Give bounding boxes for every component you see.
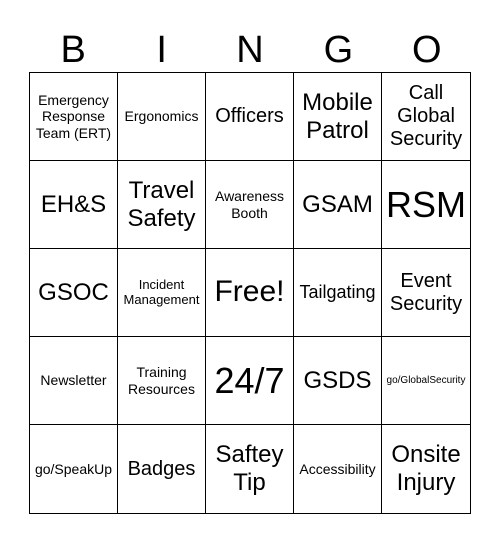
bingo-cell[interactable]: GSOC (30, 249, 118, 337)
bingo-cell[interactable]: Ergonomics (118, 73, 206, 161)
bingo-cell[interactable]: Call Global Security (382, 73, 470, 161)
bingo-cell[interactable]: GSDS (294, 337, 382, 425)
header-letter-b: B (60, 29, 86, 71)
free-space-cell[interactable]: Free! (206, 249, 294, 337)
bingo-header (29, 28, 471, 72)
bingo-cell[interactable]: Emergency Response Team (ERT) (30, 73, 118, 161)
bingo-cell[interactable]: Tailgating (294, 249, 382, 337)
bingo-cell[interactable]: EH&S (30, 161, 118, 249)
bingo-cell[interactable]: Saftey Tip (206, 425, 294, 513)
header-letter-o: O (412, 29, 442, 71)
bingo-cell[interactable]: Officers (206, 73, 294, 161)
bingo-cell[interactable]: Event Security (382, 249, 470, 337)
bingo-cell[interactable]: RSM (382, 161, 470, 249)
bingo-cell[interactable]: Travel Safety (118, 161, 206, 249)
bingo-cell[interactable]: Accessibility (294, 425, 382, 513)
bingo-cell[interactable]: GSAM (294, 161, 382, 249)
header-letter-g: G (323, 29, 354, 71)
header-letter-n: N (236, 29, 264, 71)
bingo-cell[interactable]: Mobile Patrol (294, 73, 382, 161)
bingo-cell[interactable]: Newsletter (30, 337, 118, 425)
bingo-cell[interactable]: go/SpeakUp (30, 425, 118, 513)
bingo-cell[interactable]: Onsite Injury (391, 441, 461, 496)
bingo-cell[interactable]: Badges (118, 425, 206, 513)
bingo-cell[interactable]: 24/7 (206, 337, 294, 425)
bingo-cell[interactable]: Incident Management (118, 249, 206, 337)
header-letter-i: I (156, 29, 167, 71)
bingo-cell[interactable]: Training Resources (118, 337, 206, 425)
bingo-grid (29, 72, 471, 514)
bingo-cell[interactable]: go/GlobalSecurity (382, 337, 470, 425)
bingo-cell[interactable]: Awareness Booth (206, 161, 294, 249)
